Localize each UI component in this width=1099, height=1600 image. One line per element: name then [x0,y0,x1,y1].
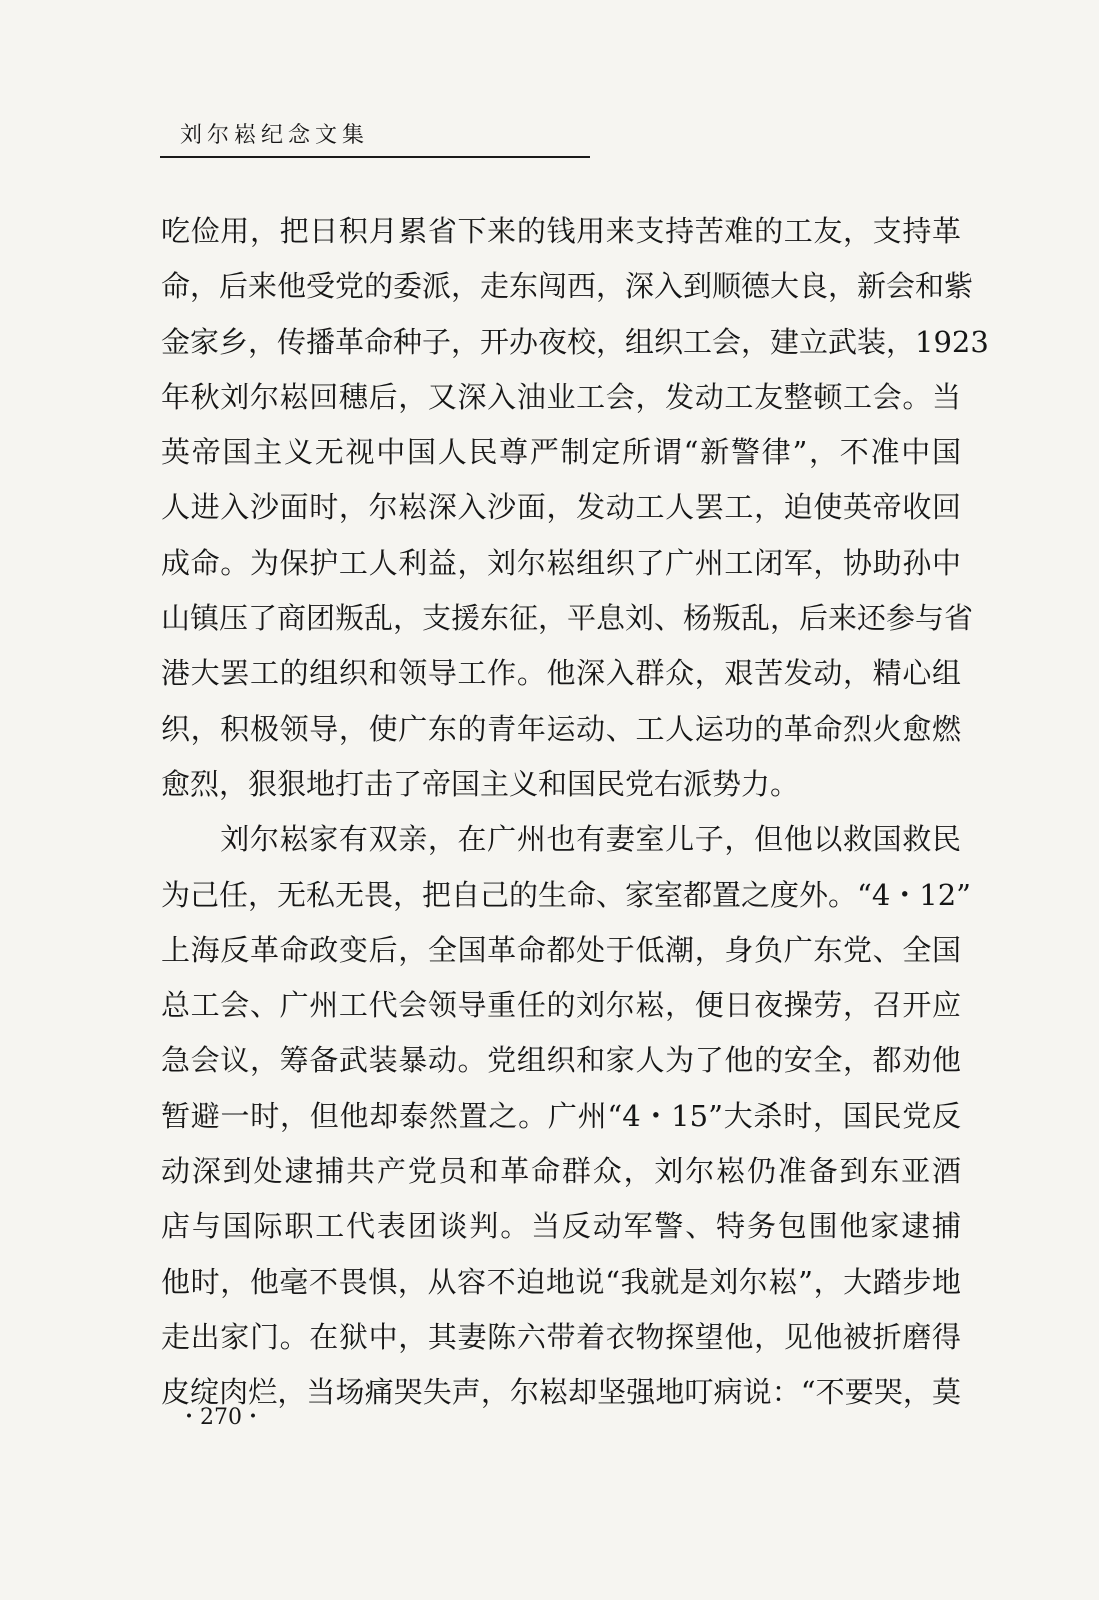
text-line: 人进入沙面时，尔崧深入沙面，发动工人罢工，迫使英帝收回 [161,490,961,525]
text-line: 命，后来他受党的委派，走东闯西，深入到顺德大良，新会和紫 [161,269,974,304]
text-line: 刘尔崧家有双亲，在广州也有妻室儿子，但他以救国救民 [161,822,961,857]
text-line: 暂避一时，但他却泰然置之。广州“4・15”大杀时，国民党反 [161,1098,961,1133]
paragraph-1 [161,204,989,812]
header-rule [160,156,590,158]
text-line: 为己任，无私无畏，把自己的生命、家室都置之度外。“4・12” [161,877,972,912]
text-line: 英帝国主义无视中国人民尊严制定所谓“新警律”，不准中国 [161,435,961,470]
text-line: 总工会、广州工代会领导重任的刘尔崧，便日夜操劳，召开应 [161,988,961,1023]
text-line: 金家乡，传播革命种子，开办夜校，组织工会，建立武装，1923 [161,324,989,359]
text-line: 皮绽肉烂，当场痛哭失声，尔崧却坚强地叮病说：“不要哭，莫 [161,1375,961,1410]
page-number: ・270・ [178,1405,264,1430]
text-line: 愈烈，狠狠地打击了帝国主义和国民党右派势力。 [161,766,800,801]
running-header-title: 刘尔崧纪念文集 [180,123,370,148]
text-line: 年秋刘尔崧回穗后，又深入油业工会，发动工友整顿工会。当 [161,379,961,414]
text-line: 动深到处逮捕共产党员和革命群众，刘尔崧仍准备到东亚酒 [161,1154,961,1189]
body-text [161,204,989,1421]
text-line: 走出家门。在狱中，其妻陈六带着衣物探望他，见他被折磨得 [161,1319,961,1354]
text-line: 店与国际职工代表团谈判。当反动军警、特务包围他家逮捕 [161,1209,961,1244]
text-line: 织，积极领导，使广东的青年运动、工人运功的革命烈火愈燃 [161,711,961,746]
text-line: 港大罢工的组织和领导工作。他深入群众，艰苦发动，精心组 [161,656,961,691]
text-line: 吃俭用，把日积月累省下来的钱用来支持苦难的工友，支持革 [161,214,961,248]
text-line: 他时，他毫不畏惧，从容不迫地说“我就是刘尔崧”，大踏步地 [161,1264,961,1299]
text-line: 上海反革命政变后，全国革命都处于低潮，身负广东党、全国 [161,932,961,967]
paragraph-2 [161,812,972,1420]
text-line: 山镇压了商团叛乱，支援东征，平息刘、杨叛乱，后来还参与省 [161,601,974,636]
text-line: 成命。为保护工人利益，刘尔崧组织了广州工闭军，协助孙中 [161,545,961,580]
text-line: 急会议，筹备武装暴动。党组织和家人为了他的安全，都劝他 [161,1043,961,1078]
